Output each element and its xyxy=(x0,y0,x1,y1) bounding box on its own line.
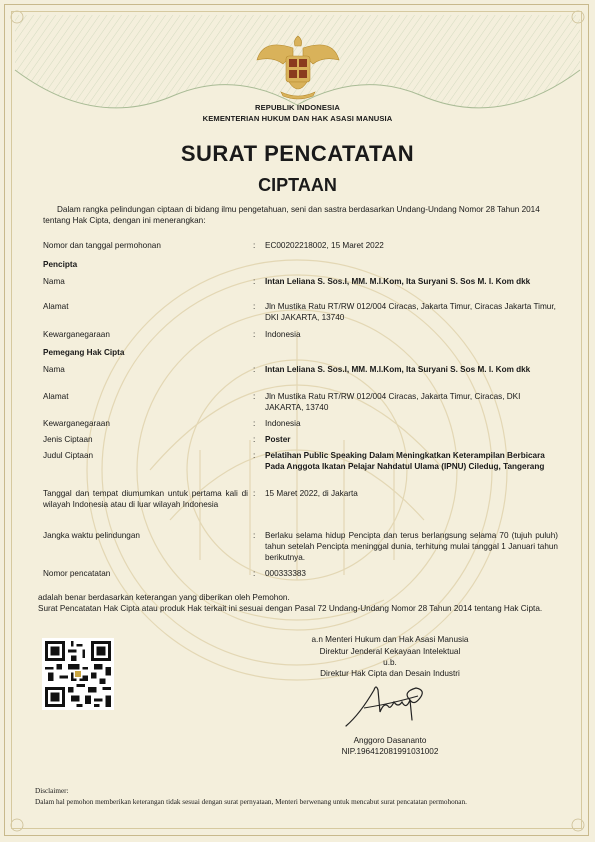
publication-label: Tanggal dan tempat diumumkan untuk pertama kali di wilayah Indonesia atau di luar wilayah Indonesia xyxy=(43,489,248,509)
holder-nationality-label: Kewarganegaraan xyxy=(43,419,110,428)
creator-nationality-label: Kewarganegaraan xyxy=(43,330,110,339)
disclaimer-heading: Disclaimer: xyxy=(35,787,69,795)
creator-name-label: Nama xyxy=(43,277,65,286)
protection-term-value: Berlaku selama hidup Pencipta dan terus berlangsung selama 70 (tujuh puluh) tahun setelah Pencipta meninggal dunia, terhitung mulai tanggal 1 Januari tahun berikutnya. xyxy=(265,531,558,562)
creator-name-value: Intan Leliana S. Sos.I, MM. M.I.Kom, Ita Suryani S. Sos M. I. Kom dkk xyxy=(265,277,531,286)
holder-name-label: Nama xyxy=(43,365,65,374)
document-title: SURAT PENCATATAN xyxy=(180,141,415,166)
closing-statement: adalah benar berdasarkan keterangan yang diberikan oleh Pemohon. xyxy=(38,593,290,602)
intro-paragraph: Dalam rangka pelindungan ciptaan di bidang ilmu pengetahuan, seni dan sastra berdasarkan Undang-Undang Nomor 28 Tahun 2014 tentang Hak Cipta, dengan ini menerangkan: xyxy=(43,205,540,225)
colon: : xyxy=(253,241,256,250)
signature-line-4: Direktur Hak Cipta dan Desain Industri xyxy=(320,669,460,678)
handwritten-signature xyxy=(340,680,440,732)
colon: : xyxy=(253,392,256,401)
document-subtitle: CIPTAAN xyxy=(258,175,337,195)
creator-address-label: Alamat xyxy=(43,302,69,311)
holder-nationality-value: Indonesia xyxy=(265,419,301,428)
country-name: REPUBLIK INDONESIA xyxy=(255,103,340,112)
holder-name-value: Intan Leliana S. Sos.I, MM. M.I.Kom, Ita Suryani S. Sos M. I. Kom dkk xyxy=(265,365,531,374)
publication-value: 15 Maret 2022, di Jakarta xyxy=(265,489,358,498)
colon: : xyxy=(253,365,256,374)
signature-line-3: u.b. xyxy=(383,658,397,667)
ministry-name: KEMENTERIAN HUKUM DAN HAK ASASI MANUSIA xyxy=(202,114,393,123)
colon: : xyxy=(253,302,256,311)
creator-nationality-value: Indonesia xyxy=(265,330,301,339)
signature-line-2: Direktur Jenderal Kekayaan Intelektual xyxy=(319,647,461,656)
holder-address-label: Alamat xyxy=(43,392,69,401)
work-title-label: Judul Ciptaan xyxy=(43,451,94,460)
application-value: EC00202218002, 15 Maret 2022 xyxy=(265,241,384,250)
colon: : xyxy=(253,489,256,498)
colon: : xyxy=(253,277,256,286)
work-type-label: Jenis Ciptaan xyxy=(43,435,93,444)
colon: : xyxy=(253,531,256,540)
colon: : xyxy=(253,419,256,428)
closing-legal-note: Surat Pencatatan Hak Cipta atau produk Hak terkait ini sesuai dengan Pasal 72 Undang-Undang Nomor 28 Tahun 2014 tentang Hak Cipta. xyxy=(38,604,543,613)
colon: : xyxy=(253,435,256,444)
signer-nip: NIP.196412081991031002 xyxy=(341,747,439,756)
colon: : xyxy=(253,330,256,339)
record-number-label: Nomor pencatatan xyxy=(43,569,111,578)
work-title-value: Pelatihan Public Speaking Dalam Meningkatkan Keterampilan Berbicara Pada Anggota Ikatan Pelajar Nahdatul Ulama (IPNU) Ciledug, Tangerang xyxy=(265,451,545,471)
holder-section-heading: Pemegang Hak Cipta xyxy=(43,348,125,357)
creator-section-heading: Pencipta xyxy=(43,260,78,269)
work-type-value: Poster xyxy=(265,435,291,444)
colon: : xyxy=(253,569,256,578)
creator-address-value: Jln Mustika Ratu RT/RW 012/004 Ciracas, Jakarta Timur, Ciracas Jakarta Timur, DKI JAKARTA, 13740 xyxy=(265,302,556,322)
protection-term-label: Jangka waktu pelindungan xyxy=(43,531,140,540)
garuda-emblem-icon xyxy=(253,30,343,102)
qr-code[interactable] xyxy=(42,638,114,710)
holder-address-value: Jln Mustika Ratu RT/RW 012/004 Ciracas, Jakarta Timur, Ciracas, DKI JAKARTA, 13740 xyxy=(265,392,521,412)
record-number-value: 000333383 xyxy=(265,569,306,578)
signer-name: Anggoro Dasananto xyxy=(353,736,427,745)
disclaimer-text: Dalam hal pemohon memberikan keterangan tidak sesuai dengan surat pernyataan, Menteri berwenang untuk mencabut surat pencatatan permohonan. xyxy=(35,798,467,806)
colon: : xyxy=(253,451,256,460)
application-label: Nomor dan tanggal permohonan xyxy=(43,241,161,250)
signature-line-1: a.n Menteri Hukum dan Hak Asasi Manusia xyxy=(311,635,469,644)
